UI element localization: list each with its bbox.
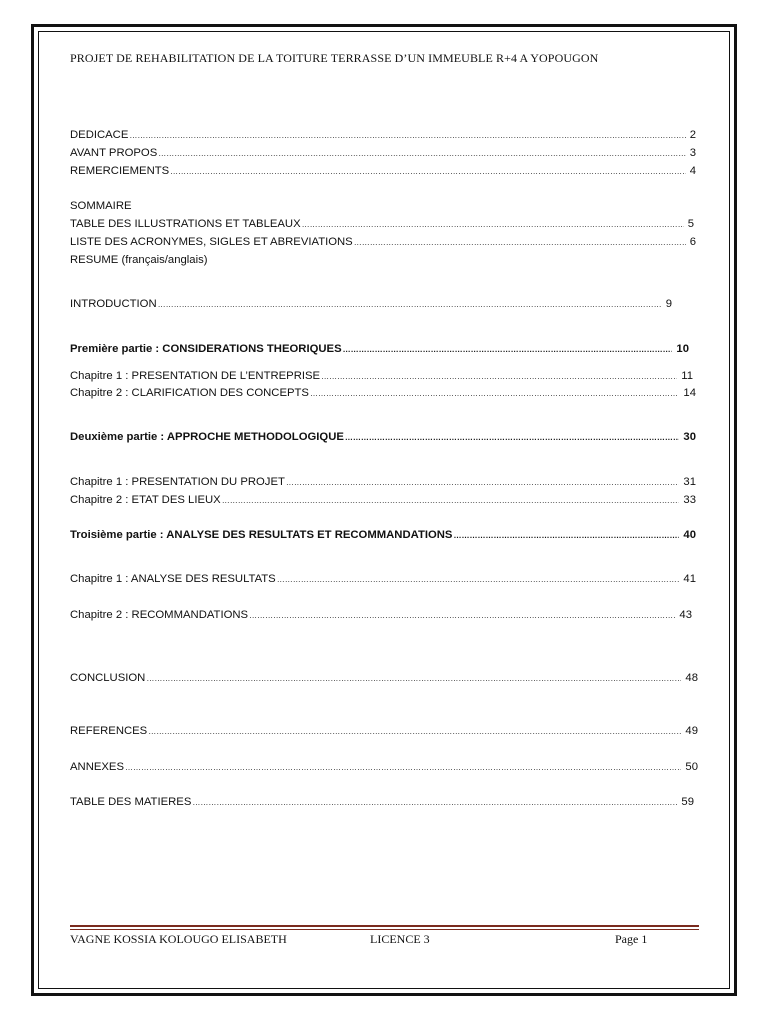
toc-label: AVANT PROPOS <box>70 147 158 159</box>
toc-leader <box>321 372 677 381</box>
footer-author: VAGNE KOSSIA KOLOUGO ELISABETH <box>70 932 287 946</box>
toc-entry-references[interactable] <box>70 725 698 740</box>
toc-label: TABLE DES ILLUSTRATIONS ET TABLEAUX <box>70 218 301 230</box>
footer-page-number: Page 1 <box>615 932 648 946</box>
footer-rule-thick <box>70 925 699 927</box>
toc-page-number: 9 <box>665 298 672 310</box>
toc-label: ANNEXES <box>70 761 124 773</box>
toc-label: REFERENCES <box>70 725 148 737</box>
toc-label: Chapitre 1 : PRESENTATION DU PROJET <box>70 476 285 488</box>
toc-label: REMERCIEMENTS <box>70 165 170 177</box>
toc-leader <box>192 798 677 807</box>
toc-label: Troisième partie : ANALYSE DES RESULTATS ET RECOMMANDATIONS <box>70 529 453 541</box>
toc-entry-liste-acronymes[interactable] <box>70 236 696 251</box>
toc-entry-sommaire[interactable]: SOMMAIRE <box>70 200 132 212</box>
toc-entry-p2-chapitre-1[interactable] <box>70 476 696 491</box>
toc-label: Chapitre 2 : ETAT DES LIEUX <box>70 494 221 506</box>
toc-label: DEDICACE <box>70 129 129 141</box>
toc-label: LISTE DES ACRONYMES, SIGLES ET ABREVIATIONS <box>70 236 353 248</box>
toc-entry-partie-1[interactable] <box>70 343 689 358</box>
toc-entry-p1-chapitre-1[interactable] <box>70 370 693 385</box>
toc-leader <box>170 167 686 176</box>
toc-entry-p3-chapitre-2[interactable] <box>70 609 692 624</box>
toc-entry-introduction[interactable] <box>70 298 672 313</box>
toc-page-number: 43 <box>679 609 692 621</box>
toc-page-number: 4 <box>689 165 696 177</box>
toc-page-number: 49 <box>685 725 698 737</box>
toc-leader <box>277 575 680 584</box>
toc-label: CONCLUSION <box>70 672 146 684</box>
toc-entry-partie-2[interactable] <box>70 431 696 446</box>
toc-entry-partie-3[interactable] <box>70 529 696 544</box>
toc-page-number: 48 <box>685 672 698 684</box>
toc-entry-table-matieres[interactable] <box>70 796 694 811</box>
document-header-title: PROJET DE REHABILITATION DE LA TOITURE TERRASSE D’UN IMMEUBLE R+4 A YOPOUGON <box>70 51 599 65</box>
toc-label: INTRODUCTION <box>70 298 157 310</box>
toc-page-number: 30 <box>683 431 696 443</box>
toc-page-number: 40 <box>683 529 696 541</box>
toc-leader <box>148 727 681 736</box>
toc-leader <box>286 478 680 487</box>
toc-page-number: 5 <box>687 218 694 230</box>
toc-label: TABLE DES MATIERES <box>70 796 192 808</box>
footer-level: LICENCE 3 <box>370 932 430 946</box>
toc-entry-conclusion[interactable] <box>70 672 698 687</box>
toc-leader <box>345 433 680 442</box>
toc-leader <box>222 496 680 505</box>
toc-page-number: 41 <box>683 573 696 585</box>
toc-leader <box>354 238 686 247</box>
toc-entry-annexes[interactable] <box>70 761 698 776</box>
toc-entry-dedicace[interactable] <box>70 129 696 144</box>
toc-entry-resume[interactable]: RESUME (français/anglais) <box>70 254 208 266</box>
toc-leader <box>249 611 675 620</box>
toc-page-number: 3 <box>689 147 696 159</box>
toc-leader <box>129 131 685 140</box>
toc-leader <box>343 345 673 354</box>
toc-page-number: 11 <box>681 370 693 382</box>
toc-entry-p3-chapitre-1[interactable] <box>70 573 696 588</box>
toc-leader <box>453 531 679 540</box>
toc-entry-avant-propos[interactable] <box>70 147 696 162</box>
toc-entry-p1-chapitre-2[interactable] <box>70 387 696 402</box>
toc-leader <box>146 674 681 683</box>
toc-entry-remerciements[interactable] <box>70 165 696 180</box>
toc-label: Chapitre 1 : PRESENTATION DE L’ENTREPRISE <box>70 370 321 382</box>
footer-rule-thin <box>70 929 699 930</box>
toc-page-number: 59 <box>681 796 694 808</box>
toc-label: Chapitre 2 : CLARIFICATION DES CONCEPTS <box>70 387 309 399</box>
toc-page-number: 10 <box>676 343 689 355</box>
toc-page-number: 50 <box>685 761 698 773</box>
toc-leader <box>158 300 662 309</box>
toc-leader <box>125 763 681 772</box>
toc-page-number: 33 <box>683 494 696 506</box>
toc-label: Première partie : CONSIDERATIONS THEORIQUES <box>70 343 342 355</box>
toc-entry-table-illustrations[interactable] <box>70 218 694 233</box>
toc-label: Deuxième partie : APPROCHE METHODOLOGIQUE <box>70 431 344 443</box>
toc-page-number: 31 <box>683 476 696 488</box>
toc-leader <box>158 149 685 158</box>
toc-leader <box>310 389 679 398</box>
toc-page-number: 6 <box>689 236 696 248</box>
toc-label: Chapitre 2 : RECOMMANDATIONS <box>70 609 249 621</box>
toc-page-number: 14 <box>683 387 696 399</box>
toc-label: Chapitre 1 : ANALYSE DES RESULTATS <box>70 573 276 585</box>
toc-leader <box>302 220 684 229</box>
toc-page-number: 2 <box>689 129 696 141</box>
toc-entry-p2-chapitre-2[interactable] <box>70 494 696 509</box>
